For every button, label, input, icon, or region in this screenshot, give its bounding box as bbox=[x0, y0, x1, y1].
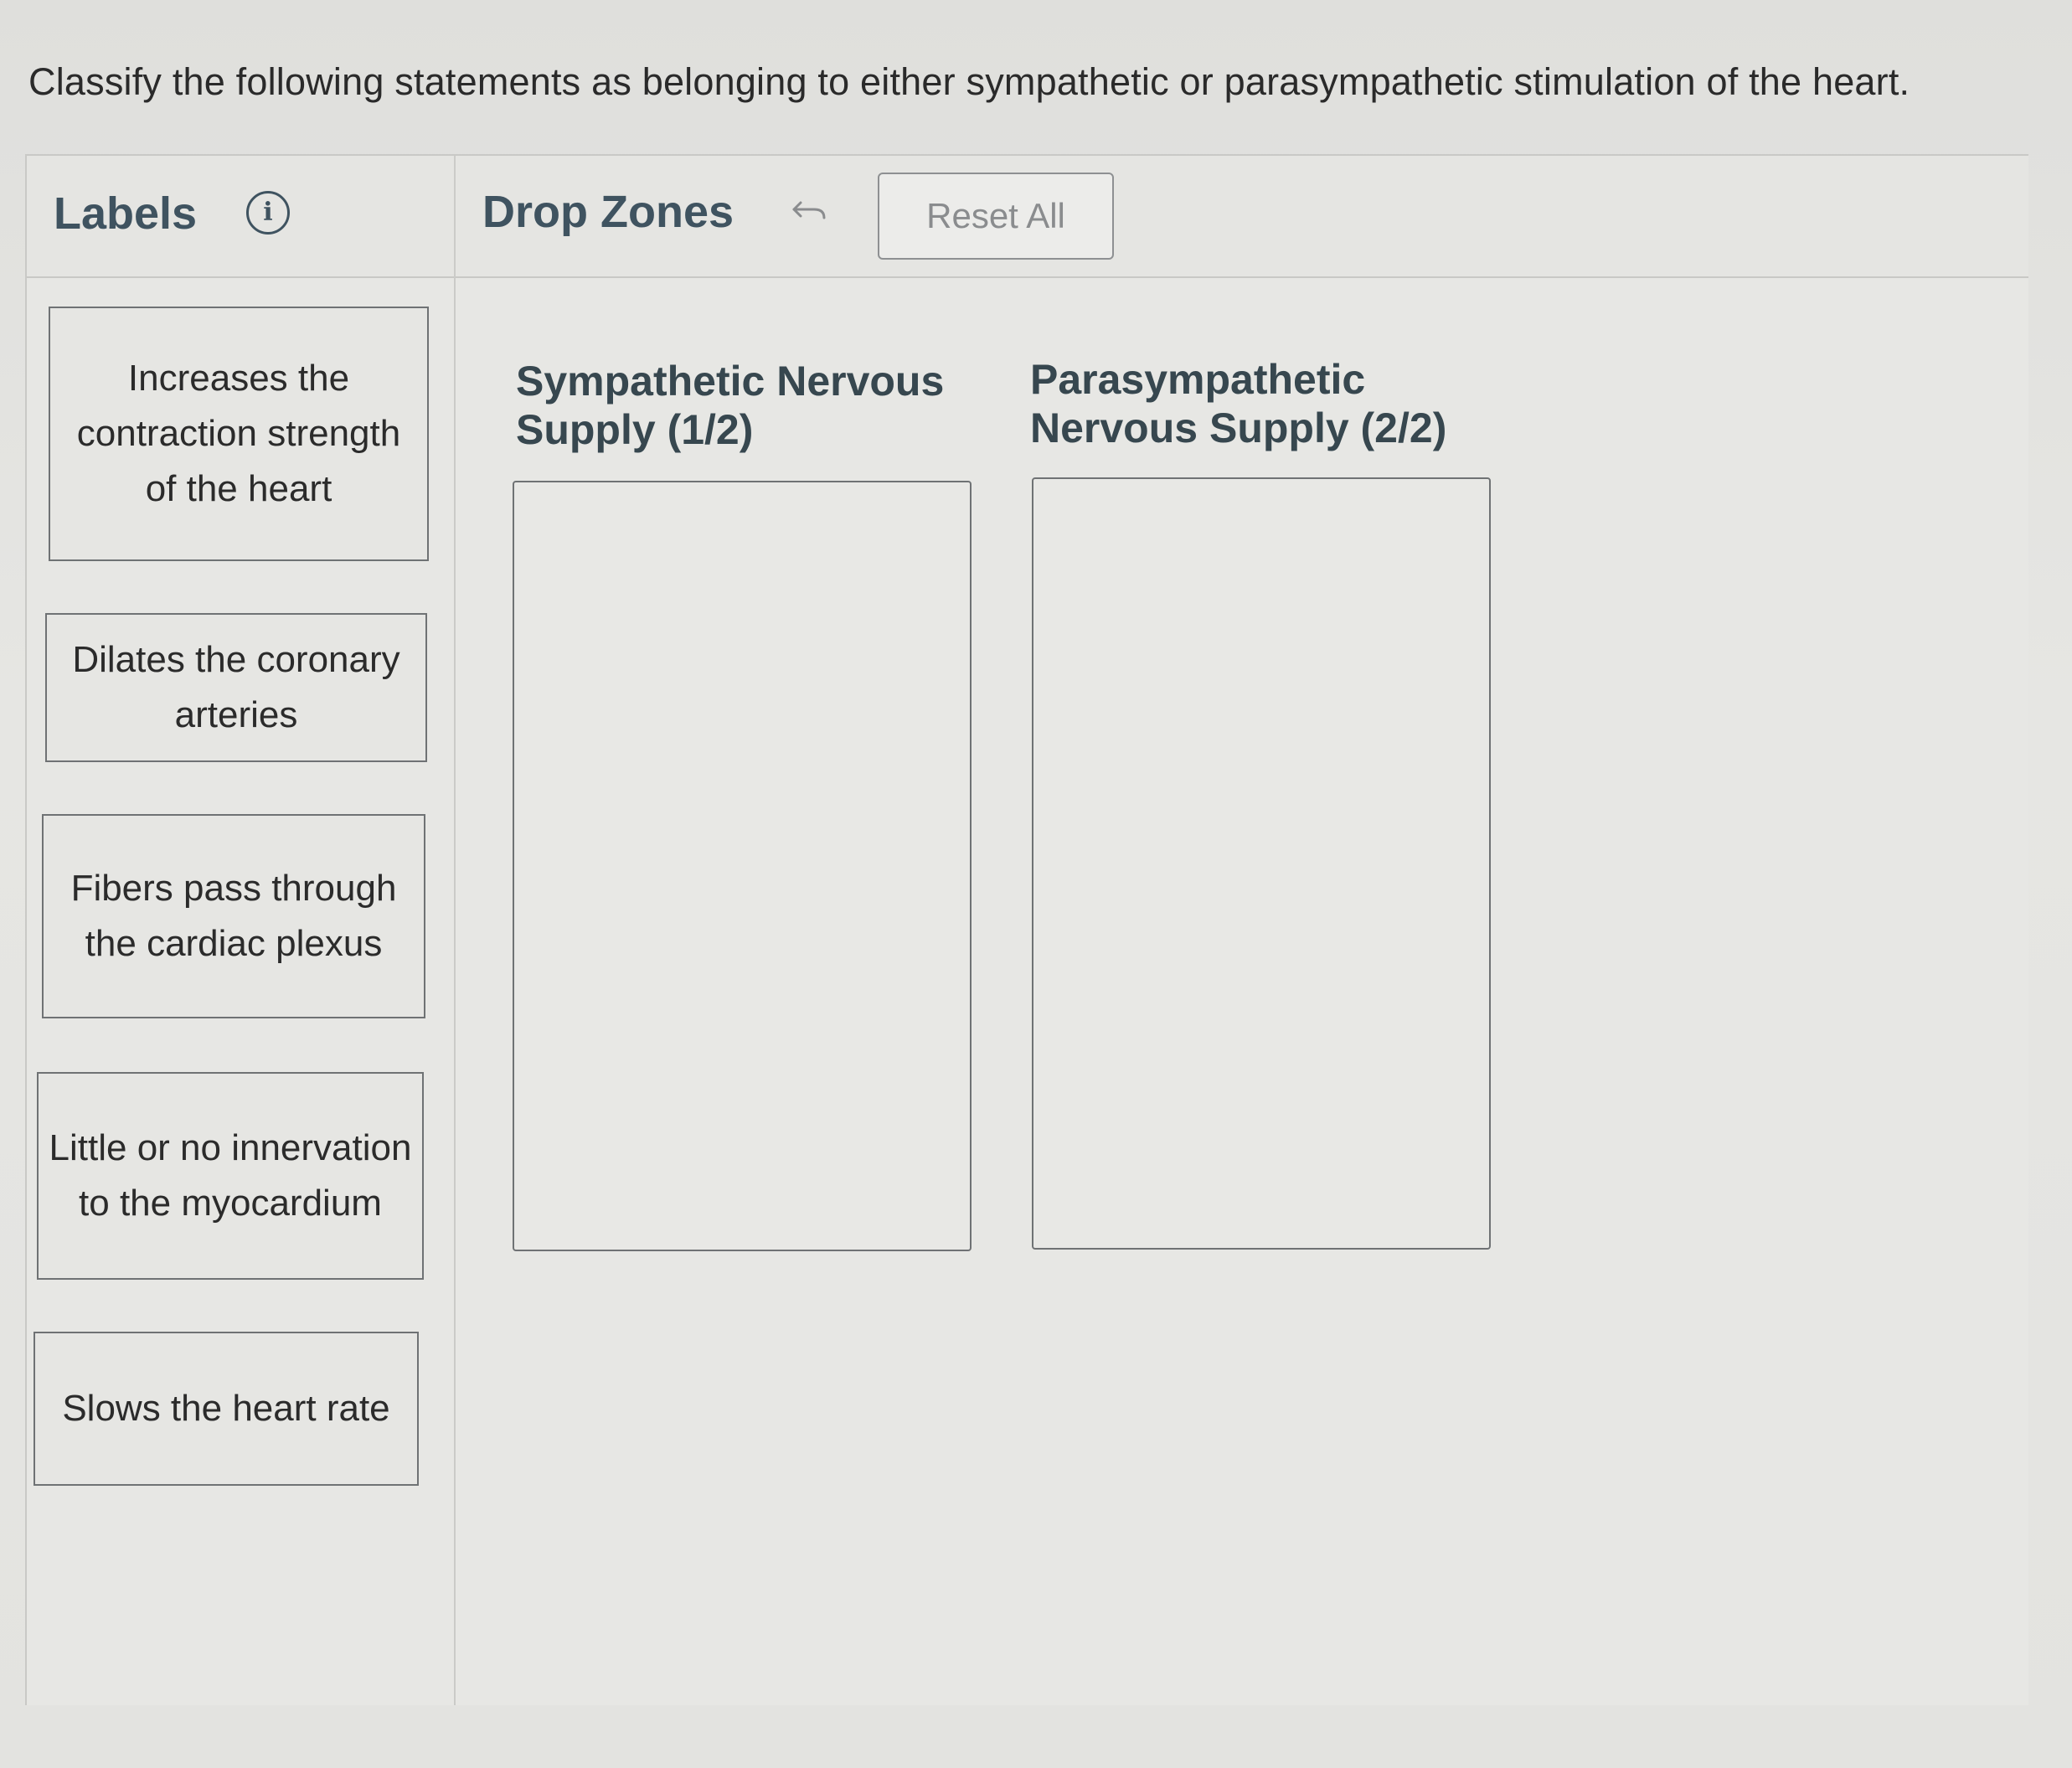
parasympathetic-drop-zone[interactable] bbox=[1032, 477, 1491, 1250]
undo-icon[interactable] bbox=[789, 194, 831, 228]
sympathetic-zone-title: Sympathetic Nervous Supply (1/2) bbox=[516, 358, 945, 453]
column-divider bbox=[454, 156, 456, 1705]
labels-heading: Labels bbox=[54, 188, 198, 239]
sympathetic-drop-zone[interactable] bbox=[513, 481, 972, 1251]
drop-zones-heading: Drop Zones bbox=[482, 187, 734, 237]
draggable-label[interactable]: Increases the contraction strength of the heart bbox=[49, 307, 429, 561]
draggable-label[interactable]: Slows the heart rate bbox=[34, 1332, 419, 1486]
info-icon[interactable]: i bbox=[246, 191, 290, 235]
draggable-label[interactable]: Dilates the coronary arteries bbox=[45, 613, 427, 762]
parasympathetic-zone-title: Parasympathetic Nervous Supply (2/2) bbox=[1030, 356, 1447, 451]
reset-all-button[interactable]: Reset All bbox=[878, 173, 1114, 260]
classification-panel bbox=[25, 154, 2028, 1705]
question-text: Classify the following statements as belonging to either sympathetic or parasympathetic stimulation of the heart. bbox=[28, 60, 1910, 103]
draggable-label[interactable]: Fibers pass through the cardiac plexus bbox=[42, 814, 425, 1018]
draggable-label[interactable]: Little or no innervation to the myocardium bbox=[37, 1072, 424, 1280]
